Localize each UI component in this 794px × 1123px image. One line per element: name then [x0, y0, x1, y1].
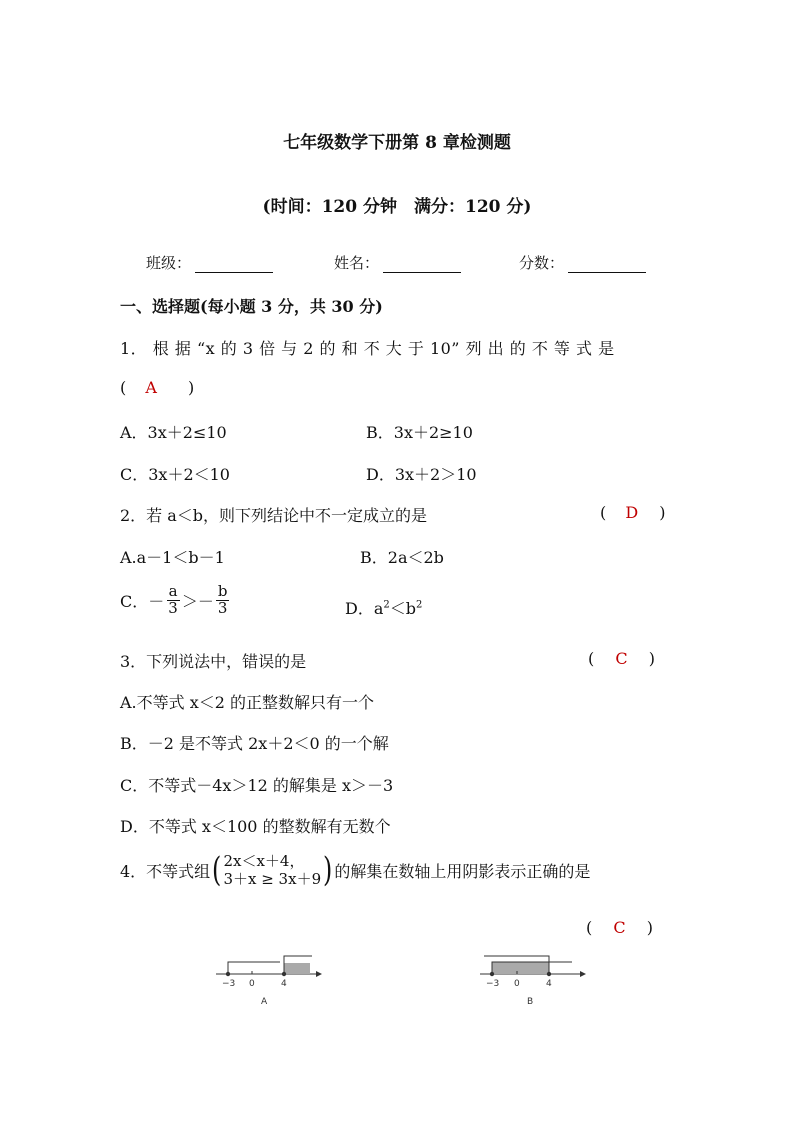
q1-paren-close: )	[188, 378, 195, 397]
q2-option-b: B．2a＜2b	[360, 548, 444, 567]
q2-c-gt: ＞	[181, 591, 198, 611]
score-blank[interactable]	[568, 256, 646, 273]
q2-option-a: A.a－1＜b－1	[120, 548, 225, 567]
q4-stem-pre: 4．不等式组	[120, 861, 211, 881]
q2-c-label: C．	[120, 591, 149, 611]
inequality-system	[210, 852, 334, 888]
q3-option-d: D．不等式 x＜100 的整数解有无数个	[120, 817, 391, 836]
fraction-denominator: 3	[168, 598, 178, 617]
axis-arrow-icon	[316, 971, 322, 977]
name-label: 姓名：	[334, 254, 380, 272]
tick-label: −3	[222, 979, 236, 989]
q2-d-b: b	[405, 599, 417, 618]
right-paren-icon: )	[323, 850, 333, 890]
bracket-left	[228, 962, 280, 974]
system-eq1: 2x＜x＋4，	[223, 852, 305, 870]
fraction-a-over-3	[166, 584, 180, 617]
q3-stem: 3．下列说法中，错误的是	[120, 652, 307, 671]
q2-option-d	[345, 596, 422, 619]
q2-d-a: a	[373, 599, 384, 618]
q2-d-label: D．	[345, 599, 374, 618]
left-brace-icon: (	[212, 850, 222, 890]
section-heading: 一、选择题(每小题 3 分，共 30 分)	[120, 297, 383, 316]
name-blank[interactable]	[383, 256, 461, 273]
tick-label: 0	[249, 979, 255, 989]
q1-option-a: A．3x＋2≤10	[120, 423, 227, 442]
q3-option-c: C．不等式－4x＞12 的解集是 x＞－3	[120, 776, 394, 795]
q2-d-exp1: 2	[383, 599, 390, 611]
endpoint-dot	[490, 972, 494, 976]
figure-label: B	[527, 997, 534, 1007]
class-label: 班级：	[146, 254, 192, 272]
fraction-numerator: a	[168, 582, 178, 600]
endpoint-dot	[282, 972, 286, 976]
shaded-region	[284, 963, 310, 974]
name-field	[334, 252, 461, 273]
q1-option-d: D．3x＋2＞10	[366, 465, 477, 484]
tick-label: 4	[281, 979, 287, 989]
score-label: 分数：	[519, 254, 565, 272]
q2-answer: D	[625, 503, 639, 522]
number-line-b	[476, 950, 586, 1008]
exam-time-score: (时间：120 分钟 满分：120 分)	[262, 197, 532, 217]
q3-answer-slot	[588, 649, 655, 668]
endpoint-dot	[547, 972, 551, 976]
fraction-b-over-3	[216, 584, 230, 617]
shaded-region	[492, 962, 549, 974]
page-title: 七年级数学下册第 8 章检测题	[283, 133, 511, 153]
endpoint-dot	[226, 972, 230, 976]
q2-paren-open: (	[600, 503, 607, 522]
q2-d-exp2: 2	[416, 599, 423, 611]
q1-stem: 1． 根 据 “x 的 3 倍 与 2 的 和 不 大 于 10” 列 出 的 不 等 式 是	[120, 339, 615, 358]
tick-label: 4	[546, 979, 552, 989]
q1-answer: A	[145, 378, 157, 397]
q3-option-b: B．－2 是不等式 2x＋2＜0 的一个解	[120, 734, 389, 753]
class-field	[146, 252, 273, 273]
q1-option-b: B．3x＋2≥10	[366, 423, 473, 442]
figure-label: A	[261, 997, 268, 1007]
q2-paren-close: )	[659, 503, 666, 522]
q1-answer-slot	[120, 378, 194, 397]
system-rows	[223, 852, 321, 888]
system-eq2: 3＋x ≥ 3x＋9	[223, 870, 322, 888]
tick-label: −3	[486, 979, 500, 989]
q2-option-c	[120, 584, 231, 617]
q1-option-c: C．3x＋2＜10	[120, 465, 230, 484]
number-line-a	[212, 950, 322, 1008]
q2-answer-slot	[600, 503, 666, 522]
q3-answer: C	[615, 649, 628, 668]
q1-paren-open: (	[120, 378, 127, 397]
q2-c-minus1: －	[148, 591, 165, 611]
q2-stem: 2．若 a＜b，则下列结论中不一定成立的是	[120, 506, 428, 525]
score-field	[519, 252, 646, 273]
q3-option-a: A.不等式 x＜2 的正整数解只有一个	[120, 693, 375, 712]
fraction-denominator: 3	[217, 598, 228, 617]
q4-answer-slot	[586, 918, 653, 937]
q4-stem-post: 的解集在数轴上用阴影表示正确的是	[334, 861, 591, 881]
q4-stem	[120, 852, 590, 888]
axis-arrow-icon	[580, 971, 586, 977]
class-blank[interactable]	[195, 256, 273, 273]
q3-paren-close: )	[648, 649, 655, 668]
q3-paren-open: (	[588, 649, 595, 668]
q4-paren-open: (	[586, 918, 593, 937]
q2-c-minus2: －	[197, 591, 214, 611]
q4-answer: C	[613, 918, 626, 937]
q2-d-lt: ＜	[389, 599, 406, 618]
tick-label: 0	[514, 979, 520, 989]
q4-paren-close: )	[646, 918, 653, 937]
fraction-numerator: b	[217, 582, 228, 600]
